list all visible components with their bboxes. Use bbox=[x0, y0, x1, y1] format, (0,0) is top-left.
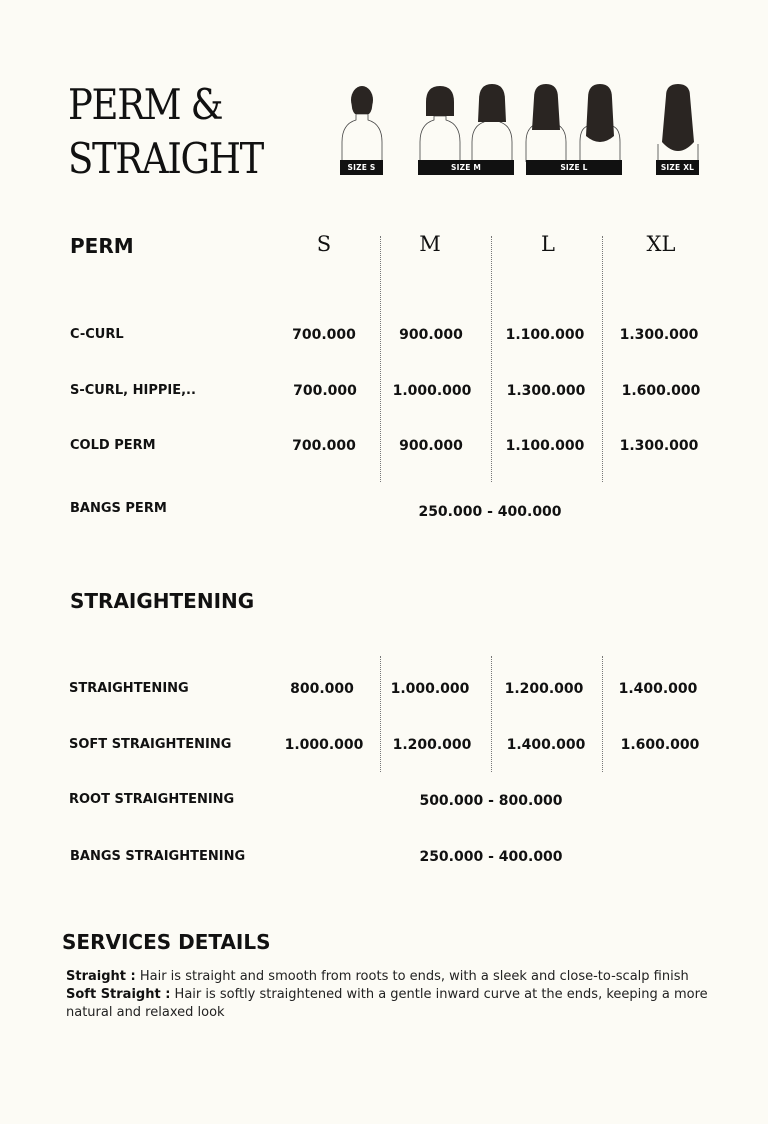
straightening-row-label: SOFT STRAIGHTENING bbox=[69, 737, 232, 752]
column-header-xl: XL bbox=[646, 232, 676, 256]
perm-price-cell: 700.000 bbox=[292, 327, 356, 343]
straightening-price-cell: 800.000 bbox=[290, 681, 354, 697]
straightening-price-cell: 1.200.000 bbox=[504, 681, 584, 697]
services-details-text bbox=[66, 968, 736, 1022]
detail-description: Hair is straight and smooth from roots to ends, with a sleek and close-to-scalp finish bbox=[135, 969, 689, 984]
size-s-figure-icon bbox=[338, 80, 386, 162]
detail-item-soft-straight bbox=[66, 986, 736, 1022]
detail-item-straight bbox=[66, 968, 736, 986]
perm-column-divider-3 bbox=[602, 236, 603, 482]
perm-price-cell: 1.300.000 bbox=[619, 327, 699, 343]
bangs-perm-range: 250.000 - 400.000 bbox=[418, 504, 562, 520]
straightening-heading: STRAIGHTENING bbox=[70, 589, 255, 613]
straightening-price-cell: 1.000.000 bbox=[284, 737, 364, 753]
size-xl-label: SIZE XL bbox=[656, 160, 699, 175]
straightening-price-cell: 1.600.000 bbox=[620, 737, 700, 753]
straightening-column-divider-1 bbox=[380, 656, 381, 772]
perm-price-cell: 1.300.000 bbox=[506, 383, 586, 399]
perm-price-cell: 1.100.000 bbox=[505, 327, 585, 343]
size-l-figure-icon-2 bbox=[576, 80, 624, 162]
perm-heading: PERM bbox=[70, 234, 134, 258]
perm-row-label: C-CURL bbox=[70, 327, 124, 342]
perm-price-cell: 1.000.000 bbox=[392, 383, 472, 399]
perm-row-label: S-CURL, HIPPIE,.. bbox=[70, 383, 196, 398]
perm-price-cell: 1.300.000 bbox=[619, 438, 699, 454]
page-title bbox=[68, 78, 263, 186]
straightening-row-label: STRAIGHTENING bbox=[69, 681, 189, 696]
detail-term: Soft Straight : bbox=[66, 987, 171, 1002]
bangs-straightening-range: 250.000 - 400.000 bbox=[419, 849, 563, 865]
column-header-s: S bbox=[316, 232, 332, 256]
straightening-price-cell: 1.400.000 bbox=[618, 681, 698, 697]
column-header-l: L bbox=[541, 232, 555, 256]
root-straightening-label: ROOT STRAIGHTENING bbox=[69, 792, 235, 807]
size-s-label: SIZE S bbox=[340, 160, 383, 175]
size-m-figure-icon-2 bbox=[468, 80, 516, 162]
size-m-label: SIZE M bbox=[418, 160, 514, 175]
perm-price-cell: 1.600.000 bbox=[621, 383, 701, 399]
perm-price-cell: 900.000 bbox=[399, 327, 463, 343]
straightening-price-cell: 1.200.000 bbox=[392, 737, 472, 753]
column-header-m: M bbox=[419, 232, 441, 256]
size-m-figure-icon-1 bbox=[416, 80, 464, 162]
size-l-label: SIZE L bbox=[526, 160, 622, 175]
perm-price-cell: 700.000 bbox=[292, 438, 356, 454]
size-l-figure-icon-1 bbox=[522, 80, 570, 162]
bangs-straightening-label: BANGS STRAIGHTENING bbox=[70, 849, 246, 864]
bangs-perm-label: BANGS PERM bbox=[70, 501, 167, 516]
root-straightening-range: 500.000 - 800.000 bbox=[419, 793, 563, 809]
detail-term: Straight : bbox=[66, 969, 136, 984]
straightening-price-cell: 1.400.000 bbox=[506, 737, 586, 753]
perm-price-cell: 1.100.000 bbox=[505, 438, 585, 454]
title-line-2: STRAIGHT bbox=[68, 134, 263, 183]
perm-row-label: COLD PERM bbox=[70, 438, 156, 453]
services-details-heading: SERVICES DETAILS bbox=[62, 930, 271, 954]
perm-price-cell: 900.000 bbox=[399, 438, 463, 454]
straightening-column-divider-2 bbox=[491, 656, 492, 772]
perm-price-cell: 700.000 bbox=[293, 383, 357, 399]
detail-description: Hair is softly straightened with a gentle inward curve at the ends, keeping a more natural and relaxed look bbox=[66, 987, 708, 1020]
straightening-column-divider-3 bbox=[602, 656, 603, 772]
size-xl-figure-icon bbox=[654, 80, 702, 162]
straightening-price-cell: 1.000.000 bbox=[390, 681, 470, 697]
title-line-1: PERM & bbox=[68, 80, 223, 129]
